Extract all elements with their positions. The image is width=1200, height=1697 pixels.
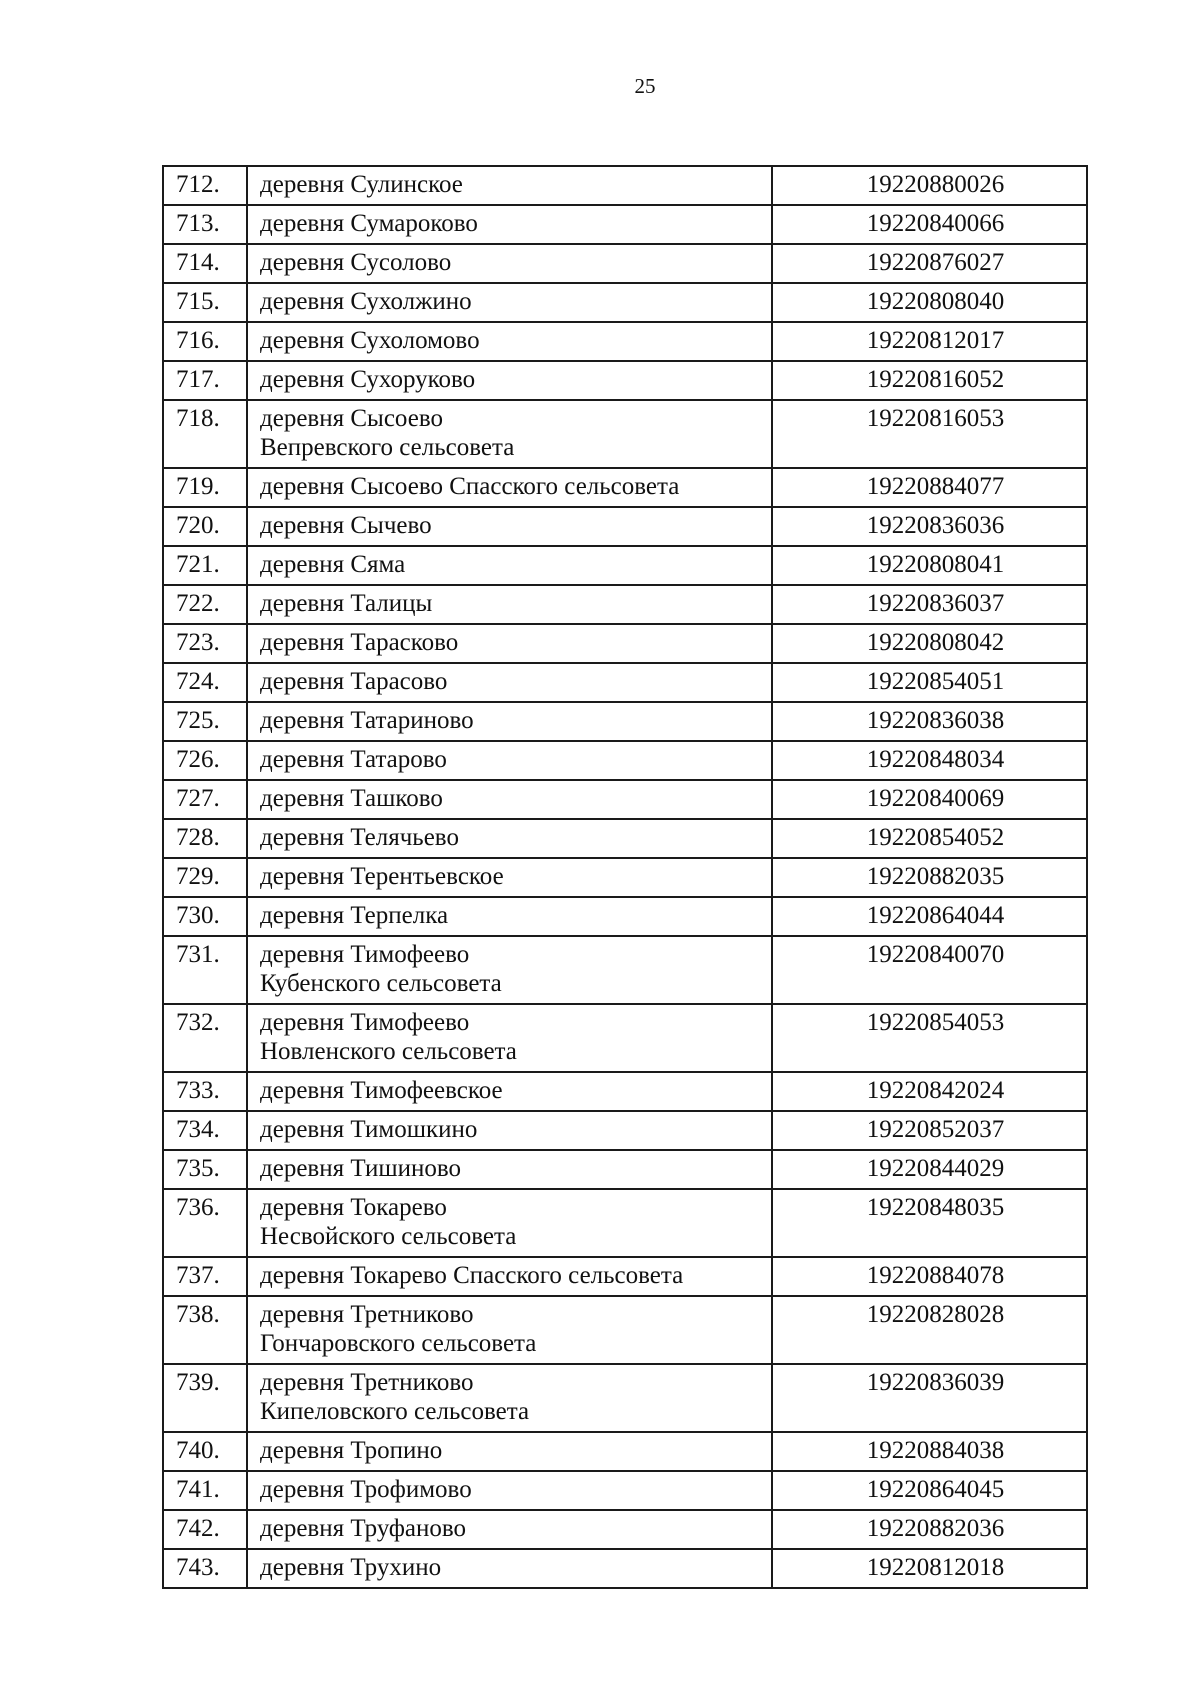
oktmo-code: 19220808041 [772, 546, 1087, 585]
settlement-name-line: деревня Сяма [260, 551, 406, 578]
row-number: 738. [163, 1296, 247, 1364]
table-row [163, 1111, 1087, 1150]
table-row [163, 741, 1087, 780]
settlement-name-line: деревня Сумароково [260, 210, 478, 237]
settlement-council-line: Кипеловского сельсовета [260, 1398, 530, 1425]
oktmo-code: 19220854053 [772, 1004, 1087, 1072]
row-number: 734. [163, 1111, 247, 1150]
oktmo-code: 19220812018 [772, 1549, 1087, 1588]
row-number: 735. [163, 1150, 247, 1189]
table-row [163, 1549, 1087, 1588]
settlement-name [247, 1549, 772, 1588]
settlement-name [247, 322, 772, 361]
row-number: 725. [163, 702, 247, 741]
settlement-name-line: деревня Труфаново [260, 1515, 467, 1542]
oktmo-code: 19220812017 [772, 322, 1087, 361]
row-number: 739. [163, 1364, 247, 1432]
oktmo-code: 19220854052 [772, 819, 1087, 858]
row-number: 737. [163, 1257, 247, 1296]
settlement-name [247, 283, 772, 322]
settlement-council-line: Гончаровского сельсовета [260, 1330, 537, 1357]
oktmo-code: 19220808040 [772, 283, 1087, 322]
settlement-name [247, 1004, 772, 1072]
table-row [163, 322, 1087, 361]
table-row [163, 546, 1087, 585]
table-row [163, 897, 1087, 936]
table-row [163, 663, 1087, 702]
settlement-name [247, 205, 772, 244]
oktmo-code: 19220840070 [772, 936, 1087, 1004]
table-row [163, 507, 1087, 546]
oktmo-code: 19220864045 [772, 1471, 1087, 1510]
table-row [163, 1004, 1087, 1072]
row-number: 730. [163, 897, 247, 936]
row-number: 720. [163, 507, 247, 546]
oktmo-code: 19220854051 [772, 663, 1087, 702]
table-row [163, 166, 1087, 205]
row-number: 719. [163, 468, 247, 507]
row-number: 721. [163, 546, 247, 585]
settlement-name [247, 1432, 772, 1471]
settlement-name [247, 546, 772, 585]
settlement-name [247, 507, 772, 546]
settlement-name-line: деревня Тимофеево [260, 1009, 470, 1036]
row-number: 732. [163, 1004, 247, 1072]
settlement-name [247, 166, 772, 205]
row-number: 717. [163, 361, 247, 400]
oktmo-code: 19220852037 [772, 1111, 1087, 1150]
oktmo-code: 19220836039 [772, 1364, 1087, 1432]
settlement-name [247, 663, 772, 702]
settlement-name-line: деревня Сусолово [260, 249, 452, 276]
row-number: 733. [163, 1072, 247, 1111]
oktmo-code: 19220876027 [772, 244, 1087, 283]
settlement-name-line: деревня Терпелка [260, 902, 449, 929]
settlement-name-line: деревня Трухино [260, 1554, 442, 1581]
settlement-name-line: деревня Тишиново [260, 1155, 462, 1182]
settlement-name-line: деревня Телячьево [260, 824, 459, 851]
settlement-name [247, 585, 772, 624]
settlement-name-line: деревня Сысоево Спасского сельсовета [260, 473, 680, 500]
settlement-name-line: деревня Тимофеево [260, 941, 470, 968]
row-number: 729. [163, 858, 247, 897]
oktmo-code: 19220816052 [772, 361, 1087, 400]
settlement-council-line: Новленского сельсовета [260, 1038, 517, 1065]
settlement-name [247, 1111, 772, 1150]
oktmo-code: 19220884038 [772, 1432, 1087, 1471]
settlement-name [247, 936, 772, 1004]
table-row [163, 468, 1087, 507]
table-body [163, 166, 1087, 1588]
row-number: 741. [163, 1471, 247, 1510]
settlement-name [247, 780, 772, 819]
settlement-name-line: деревня Третниково [260, 1369, 474, 1396]
settlement-council-line: Несвойского сельсовета [260, 1223, 517, 1250]
settlement-name [247, 1510, 772, 1549]
settlement-name [247, 1296, 772, 1364]
row-number: 743. [163, 1549, 247, 1588]
row-number: 742. [163, 1510, 247, 1549]
table-row [163, 1510, 1087, 1549]
oktmo-code: 19220836036 [772, 507, 1087, 546]
settlement-name-line: деревня Тимошкино [260, 1116, 478, 1143]
row-number: 713. [163, 205, 247, 244]
settlement-name [247, 1150, 772, 1189]
settlement-name-line: деревня Тарасково [260, 629, 459, 656]
table-row [163, 400, 1087, 468]
row-number: 724. [163, 663, 247, 702]
settlement-name-line: деревня Ташково [260, 785, 443, 812]
oktmo-code: 19220844029 [772, 1150, 1087, 1189]
settlement-name [247, 1364, 772, 1432]
table-row [163, 205, 1087, 244]
row-number: 714. [163, 244, 247, 283]
oktmo-code: 19220840069 [772, 780, 1087, 819]
oktmo-code: 19220880026 [772, 166, 1087, 205]
row-number: 723. [163, 624, 247, 663]
table-row [163, 1072, 1087, 1111]
oktmo-code: 19220884077 [772, 468, 1087, 507]
settlement-name-line: деревня Сысоево [260, 405, 443, 432]
settlement-name-line: деревня Татариново [260, 707, 474, 734]
table-row [163, 780, 1087, 819]
oktmo-code: 19220884078 [772, 1257, 1087, 1296]
settlement-name-line: деревня Сухоломово [260, 327, 480, 354]
table-row [163, 624, 1087, 663]
table-row [163, 936, 1087, 1004]
settlement-name [247, 1072, 772, 1111]
oktmo-code: 19220848034 [772, 741, 1087, 780]
settlement-name-line: деревня Сухоруково [260, 366, 476, 393]
oktmo-code: 19220840066 [772, 205, 1087, 244]
settlement-council-line: Кубенского сельсовета [260, 970, 502, 997]
oktmo-code: 19220882036 [772, 1510, 1087, 1549]
row-number: 722. [163, 585, 247, 624]
settlement-name [247, 897, 772, 936]
row-number: 715. [163, 283, 247, 322]
row-number: 736. [163, 1189, 247, 1257]
table-row [163, 585, 1087, 624]
settlement-name [247, 400, 772, 468]
table-row [163, 1150, 1087, 1189]
row-number: 726. [163, 741, 247, 780]
row-number: 727. [163, 780, 247, 819]
settlement-name-line: деревня Токарево [260, 1194, 447, 1221]
table-row [163, 1432, 1087, 1471]
oktmo-code: 19220848035 [772, 1189, 1087, 1257]
table-row [163, 1189, 1087, 1257]
oktmo-code: 19220842024 [772, 1072, 1087, 1111]
settlement-name-line: деревня Сухолжино [260, 288, 472, 315]
row-number: 716. [163, 322, 247, 361]
settlement-name [247, 1471, 772, 1510]
table-row [163, 1257, 1087, 1296]
settlement-name-line: деревня Сычево [260, 512, 432, 539]
settlement-name-line: деревня Токарево Спасского сельсовета [260, 1262, 684, 1289]
settlement-name-line: деревня Терентьевское [260, 863, 504, 890]
oktmo-code: 19220836037 [772, 585, 1087, 624]
settlement-council-line: Вепревского сельсовета [260, 434, 515, 461]
oktmo-code: 19220828028 [772, 1296, 1087, 1364]
row-number: 728. [163, 819, 247, 858]
table-row [163, 858, 1087, 897]
table-row [163, 283, 1087, 322]
oktmo-code: 19220864044 [772, 897, 1087, 936]
table-row [163, 702, 1087, 741]
settlement-name [247, 1257, 772, 1296]
settlement-name [247, 858, 772, 897]
table-row [163, 361, 1087, 400]
settlement-name [247, 819, 772, 858]
row-number: 712. [163, 166, 247, 205]
settlement-name [247, 244, 772, 283]
table-row [163, 244, 1087, 283]
settlement-name [247, 741, 772, 780]
row-number: 718. [163, 400, 247, 468]
settlement-name-line: деревня Татарово [260, 746, 447, 773]
settlement-name [247, 624, 772, 663]
settlement-name [247, 361, 772, 400]
settlement-name-line: деревня Третниково [260, 1301, 474, 1328]
settlement-name-line: деревня Тимофеевское [260, 1077, 503, 1104]
oktmo-code: 19220882035 [772, 858, 1087, 897]
settlements-table [162, 165, 1088, 1589]
oktmo-code: 19220836038 [772, 702, 1087, 741]
settlement-name [247, 468, 772, 507]
settlement-name-line: деревня Трофимово [260, 1476, 472, 1503]
settlement-name-line: деревня Сулинское [260, 171, 463, 198]
table-row [163, 1364, 1087, 1432]
table-row [163, 819, 1087, 858]
oktmo-code: 19220816053 [772, 400, 1087, 468]
settlement-name [247, 1189, 772, 1257]
table-row [163, 1296, 1087, 1364]
settlement-name-line: деревня Тропино [260, 1437, 443, 1464]
table-row [163, 1471, 1087, 1510]
row-number: 731. [163, 936, 247, 1004]
settlement-name [247, 702, 772, 741]
page-number: 25 [634, 74, 656, 98]
row-number: 740. [163, 1432, 247, 1471]
settlement-name-line: деревня Талицы [260, 590, 433, 617]
settlement-name-line: деревня Тарасово [260, 668, 448, 695]
oktmo-code: 19220808042 [772, 624, 1087, 663]
